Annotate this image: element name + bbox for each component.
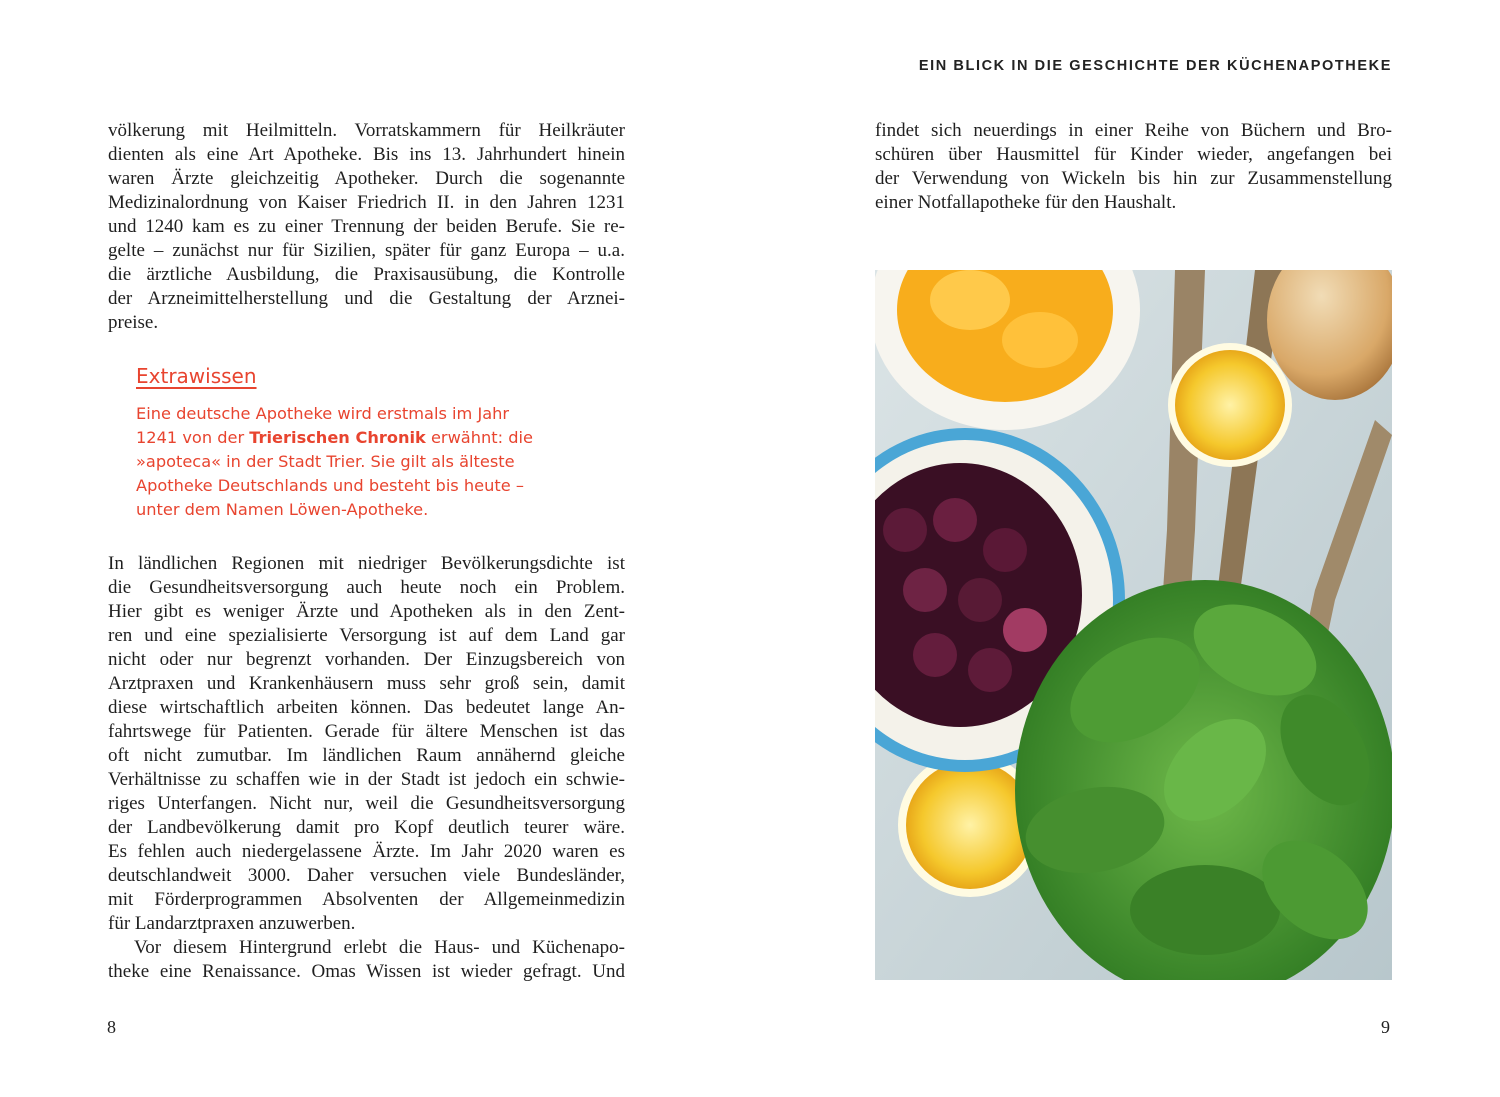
- box-line: »apoteca« in der Stadt Trier. Sie gilt als älteste: [136, 452, 515, 471]
- text-line: fahrtswege für Patienten. Gerade für ältere Menschen ist das: [108, 721, 625, 742]
- text-line: schüren über Hausmittel für Kinder wieder, angefangen bei: [875, 144, 1392, 165]
- text-line: theke eine Renaissance. Omas Wissen ist wieder gefragt. Und: [108, 961, 625, 982]
- text-line: mit Förderprogrammen Absolventen der Allgemeinmedizin: [108, 889, 625, 910]
- text-line: waren Ärzte gleichzeitig Apotheker. Durch die sogenannte: [108, 168, 625, 189]
- box-line: Eine deutsche Apotheke wird erstmals im Jahr: [136, 404, 510, 423]
- page-number-left: 8: [107, 1017, 116, 1037]
- text-line: Vor diesem Hintergrund erlebt die Haus- und Küchenapo-: [134, 937, 625, 958]
- highlight-term: Trierischen Chronik: [249, 428, 426, 447]
- text-line: diese wirtschaftlich arbeiten können. Das bedeutet lange An-: [108, 697, 625, 718]
- text-line: und 1240 kam es zu einer Trennung der beiden Berufe. Sie re-: [108, 216, 625, 237]
- text-line: Hier gibt es weniger Ärzte und Apotheken als in den Zent-: [108, 601, 625, 622]
- text-line: völkerung mit Heilmitteln. Vorratskammern für Heilkräuter: [108, 120, 625, 141]
- right-page: [750, 0, 1500, 1097]
- text-line: Medizinalordnung von Kaiser Friedrich II. in den Jahren 1231: [108, 192, 625, 213]
- box-line: 1241 von der Trierischen Chronik erwähnt: die: [136, 428, 533, 447]
- text-line: die ärztliche Ausbildung, die Praxisausübung, die Kontrolle: [108, 264, 625, 285]
- text-line: riges Unterfangen. Nicht nur, weil die Gesundheitsversorgung: [108, 793, 625, 814]
- text-line: für Landarztpraxen anzuwerben.: [108, 913, 356, 934]
- text-line: preise.: [108, 312, 159, 333]
- box-line: Apotheke Deutschlands und besteht bis heute –: [136, 476, 524, 495]
- extrawissen-title: Extrawissen: [136, 364, 257, 388]
- text-line: die Gesundheitsversorgung auch heute noch ein Problem.: [108, 577, 625, 598]
- lemon-half-top: [1168, 343, 1292, 467]
- text-line: Arztpraxen und Krankenhäusern muss sehr groß sein, damit: [108, 673, 625, 694]
- text-line: der Arzneimittelherstellung und die Gestaltung der Arznei-: [108, 288, 625, 309]
- text-line: findet sich neuerdings in einer Reihe von Büchern und Bro-: [875, 120, 1392, 141]
- text-line: ren und eine spezialisierte Versorgung ist auf dem Land gar: [108, 625, 625, 646]
- text-line: oft nicht zumutbar. Im ländlichen Raum annähernd gleiche: [108, 745, 625, 766]
- text-line: einer Notfallapotheke für den Haushalt.: [875, 192, 1177, 213]
- text-line: gelte – zunächst nur für Sizilien, später für ganz Europa – u.a.: [108, 240, 625, 261]
- running-head: EIN BLICK IN DIE GESCHICHTE DER KÜCHENAPOTHEKE: [918, 58, 1392, 74]
- text-line: Es fehlen auch niedergelassene Ärzte. Im Jahr 2020 waren es: [108, 841, 625, 862]
- box-line: unter dem Namen Löwen-Apotheke.: [136, 500, 429, 519]
- page-number-right: 9: [1381, 1017, 1390, 1037]
- text-line: dienten als eine Art Apotheke. Bis ins 13. Jahrhundert hinein: [108, 144, 625, 165]
- text-line: Verhältnisse zu schaffen wie in der Stadt ist jedoch ein schwie-: [108, 769, 625, 790]
- text-line: deutschlandweit 3000. Daher versuchen viele Bundesländer,: [108, 865, 625, 886]
- text-line: der Landbevölkerung damit pro Kopf deutlich teurer wäre.: [108, 817, 625, 838]
- text-line: nicht oder nur begrenzt vorhanden. Der Einzugsbereich von: [108, 649, 625, 670]
- text-line: In ländlichen Regionen mit niedriger Bevölkerungsdichte ist: [108, 553, 625, 574]
- food-photo: [875, 270, 1392, 980]
- text-line: der Verwendung von Wickeln bis hin zur Zusammenstellung: [875, 168, 1392, 189]
